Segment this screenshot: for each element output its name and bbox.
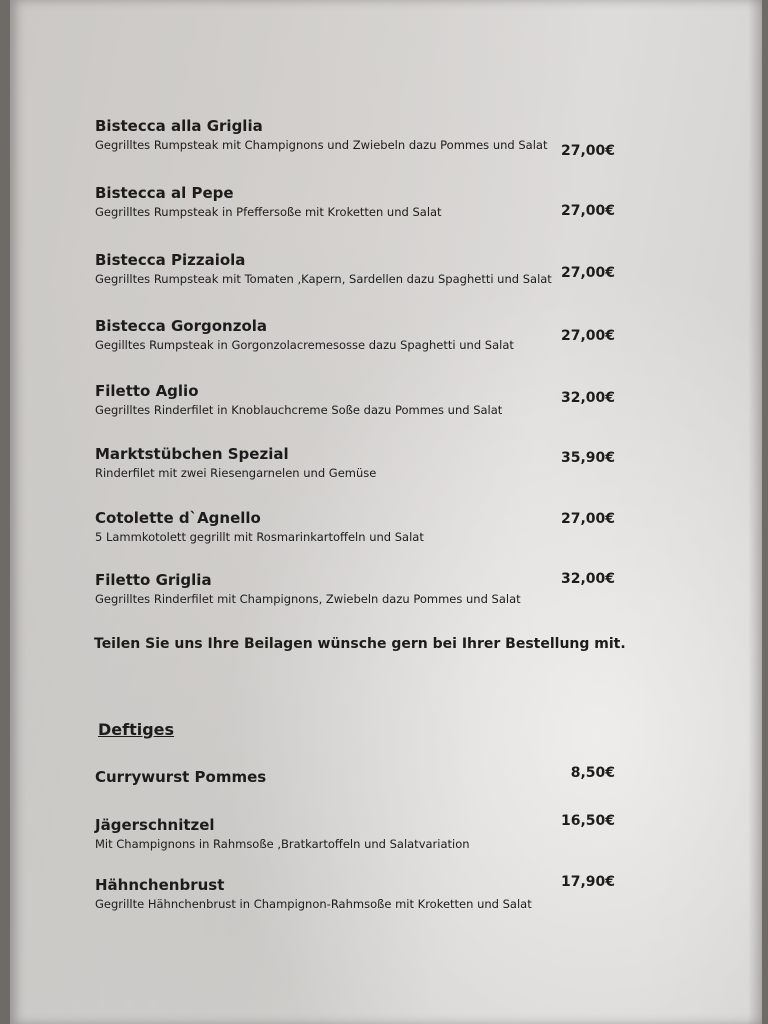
dish-name: Currywurst Pommes	[95, 768, 267, 786]
dish-price: 16,50€	[560, 813, 615, 829]
dish-name: Bistecca alla Griglia	[95, 117, 263, 135]
menu-item-bistecca-pizzaiola	[95, 251, 615, 287]
dish-description: Mit Champignons in Rahmsoße ,Bratkartoffeln und Salatvariation	[95, 837, 470, 851]
menu-item-bistecca-alla-griglia	[95, 117, 615, 159]
section-title-deftiges: Deftiges	[98, 720, 175, 739]
side-dish-note: Teilen Sie uns Ihre Beilagen wünsche gern bei Ihrer Bestellung mit.	[94, 636, 626, 652]
dish-description: Rinderfilet mit zwei Riesengarnelen und Gemüse	[95, 466, 377, 480]
menu-item-bistecca-al-pepe	[95, 184, 615, 220]
dish-price: 8,50€	[570, 765, 615, 781]
dish-description: Gegrilltes Rinderfilet mit Champignons, Zwiebeln dazu Pommes und Salat	[95, 592, 521, 606]
menu-page	[10, 0, 762, 1024]
dish-name: Filetto Aglio	[95, 382, 199, 400]
menu-item-jaegerschnitzel	[95, 813, 615, 852]
dish-price: 27,00€	[560, 203, 615, 219]
dish-description: Gegrilltes Rinderfilet in Knoblauchcreme Soße dazu Pommes und Salat	[95, 403, 503, 417]
dish-price: 27,00€	[560, 143, 615, 159]
menu-item-haehnchenbrust	[95, 876, 615, 912]
dish-description: Gegrilltes Rumpsteak in Pfeffersoße mit Kroketten und Salat	[95, 205, 442, 219]
dish-name: Bistecca Pizzaiola	[95, 251, 246, 269]
menu-item-bistecca-gorgonzola	[95, 317, 615, 353]
menu-item-filetto-griglia	[95, 571, 615, 607]
dish-price: 32,00€	[560, 390, 615, 406]
page-edge-shadow	[748, 0, 762, 1024]
dish-price: 35,90€	[560, 450, 615, 466]
dish-description: Gegrilltes Rumpsteak mit Champignons und Zwiebeln dazu Pommes und Salat	[95, 138, 548, 152]
dish-description: Gegilltes Rumpsteak in Gorgonzolacremesosse dazu Spaghetti und Salat	[95, 338, 514, 352]
dish-name: Bistecca Gorgonzola	[95, 317, 268, 335]
menu-item-cotolette-dagnello	[95, 509, 615, 545]
dish-name: Filetto Griglia	[95, 571, 212, 589]
dish-price: 27,00€	[560, 328, 615, 344]
dish-name: Marktstübchen Spezial	[95, 445, 289, 463]
dish-name: Bistecca al Pepe	[95, 184, 234, 202]
dish-description: Gegrillte Hähnchenbrust in Champignon-Rahmsoße mit Kroketten und Salat	[95, 897, 532, 911]
dish-price: 32,00€	[560, 571, 615, 587]
dish-description: 5 Lammkotolett gegrillt mit Rosmarinkartoffeln und Salat	[95, 530, 424, 544]
dish-price: 27,00€	[560, 265, 615, 281]
menu-item-filetto-aglio	[95, 382, 615, 418]
menu-item-marktstuebchen-spezial	[95, 445, 615, 481]
dish-name: Cotolette d`Agnello	[95, 509, 261, 527]
dish-price: 27,00€	[560, 511, 615, 527]
dish-name: Hähnchenbrust	[95, 876, 225, 894]
dish-description: Gegrilltes Rumpsteak mit Tomaten ,Kapern, Sardellen dazu Spaghetti und Salat	[95, 272, 552, 286]
dish-name: Jägerschnitzel	[95, 816, 215, 834]
dish-price: 17,90€	[560, 874, 615, 890]
menu-item-currywurst-pommes	[95, 765, 615, 786]
